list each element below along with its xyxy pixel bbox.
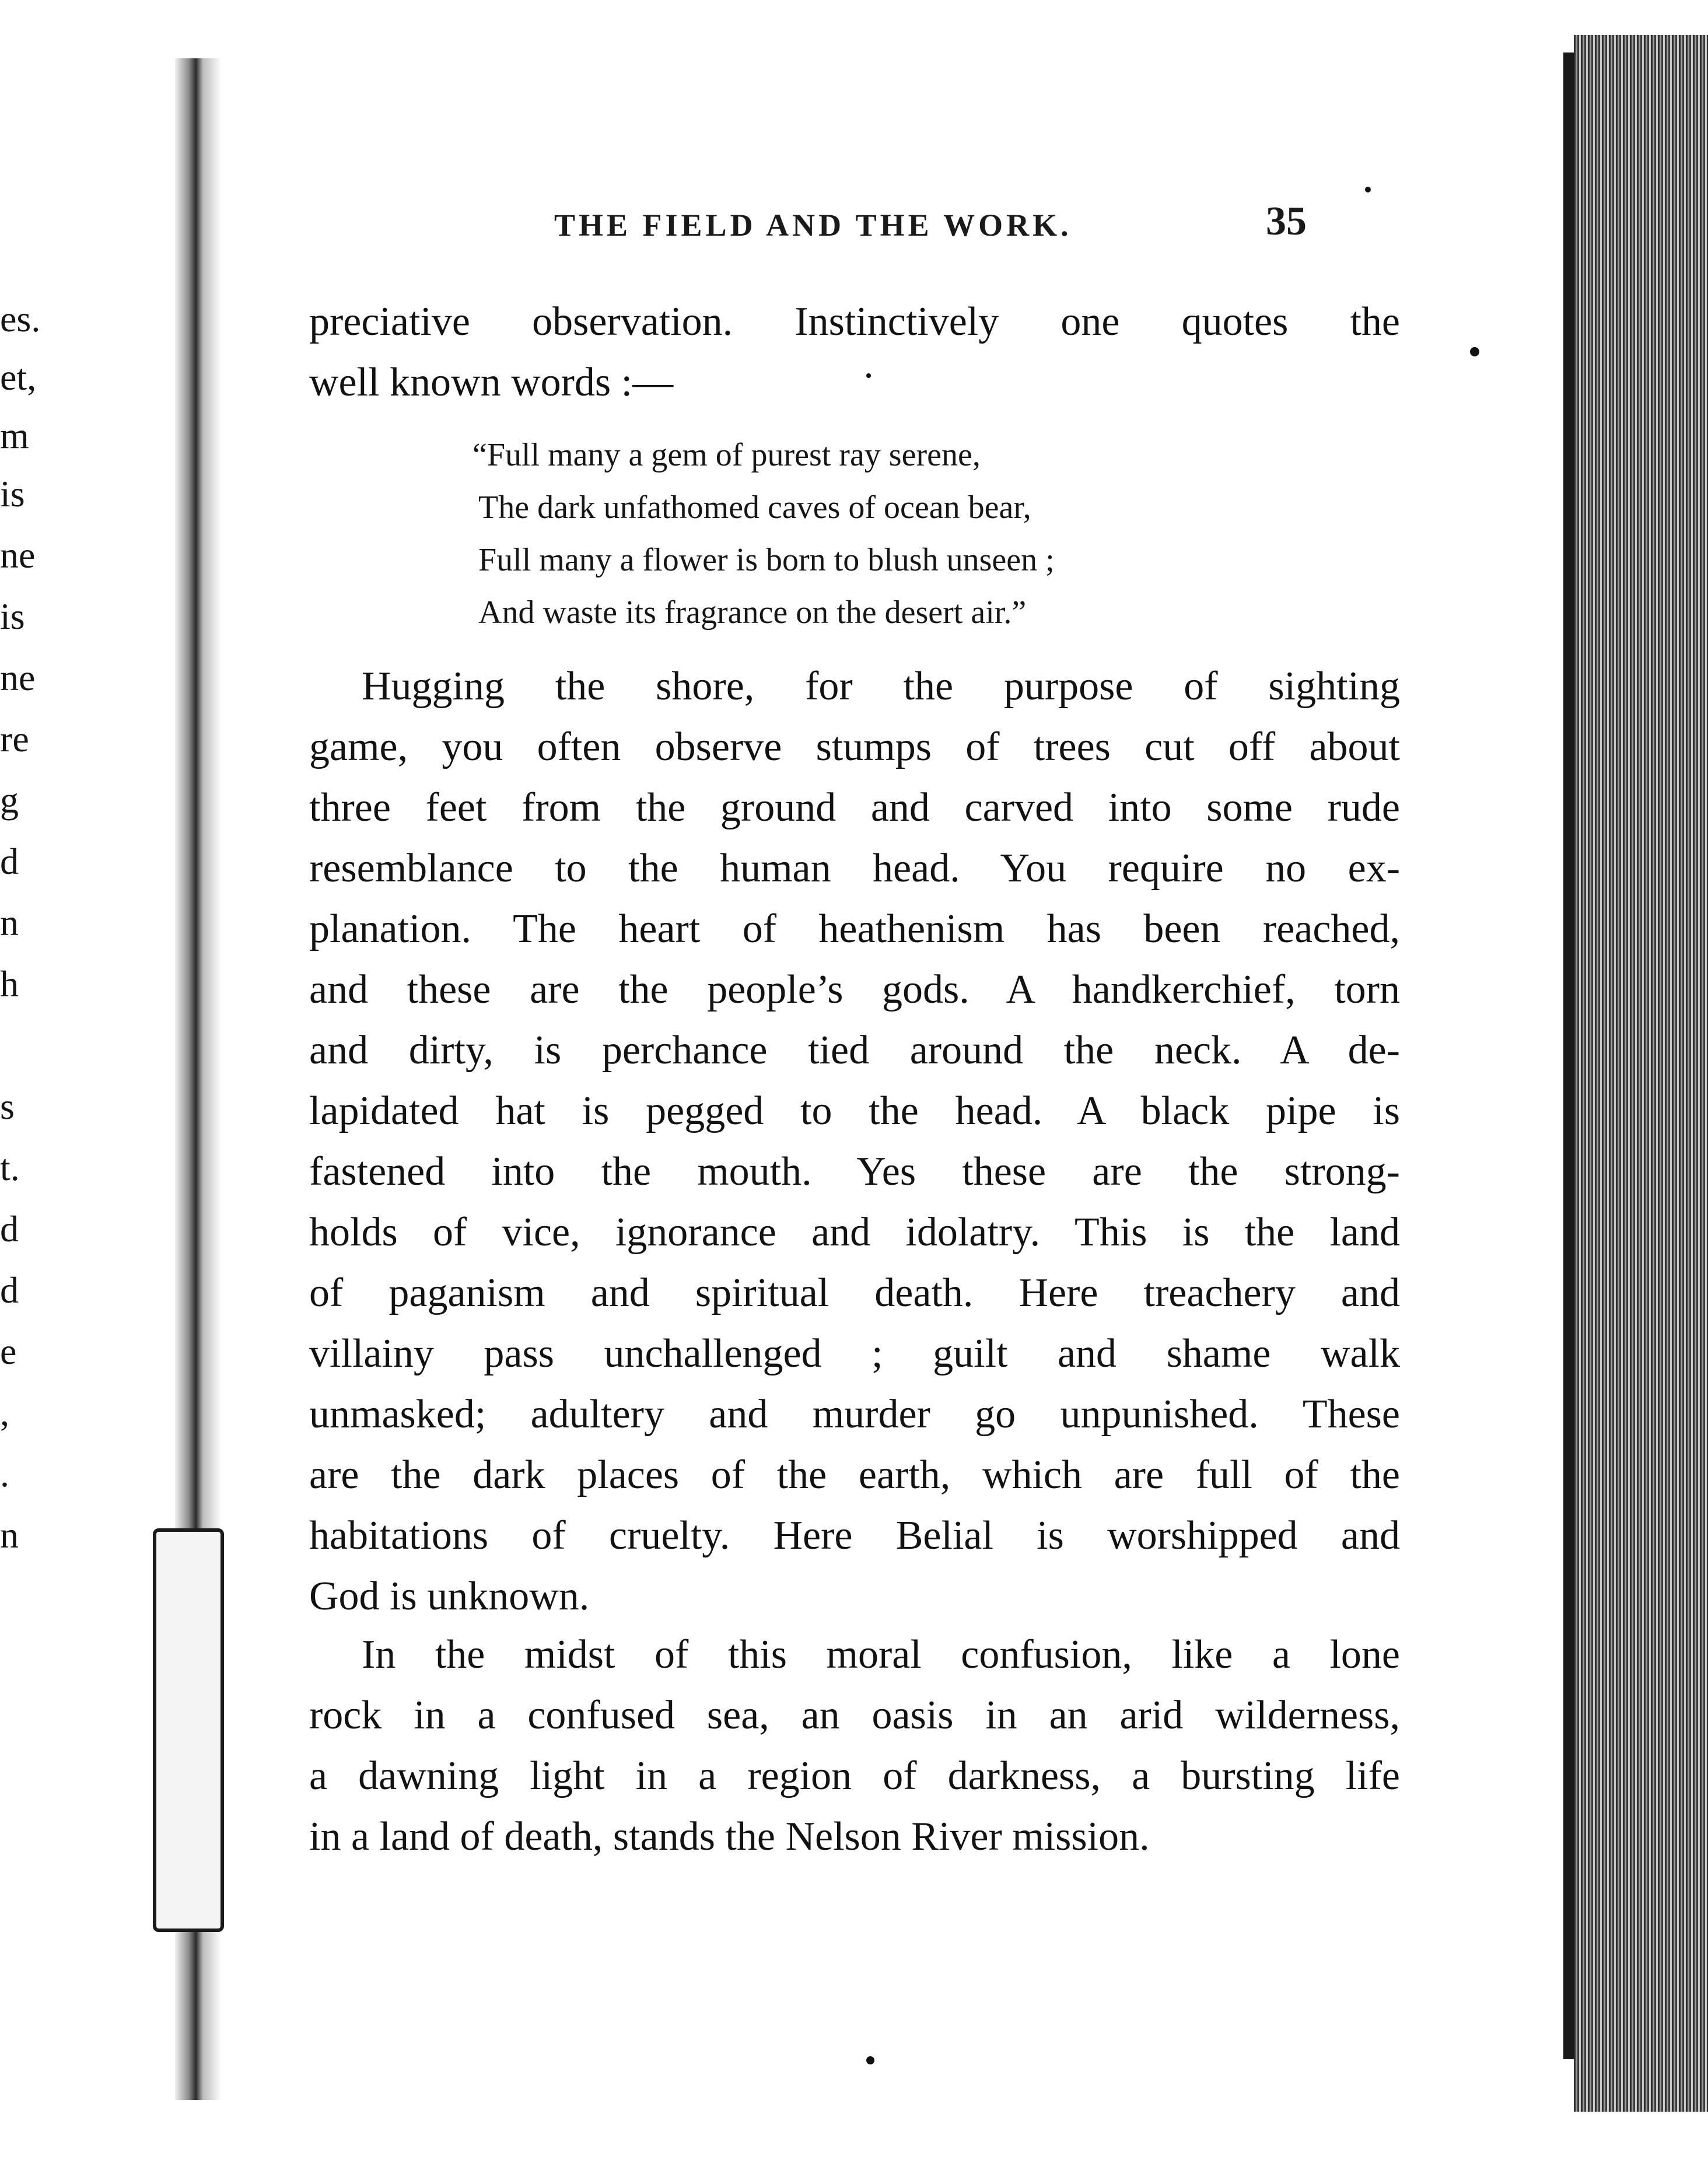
page-stack-edges (1574, 35, 1708, 2112)
text-line: God is unknown. (309, 1574, 590, 1619)
paragraph-2 (309, 1625, 1400, 1867)
book-page (222, 0, 1569, 2170)
left-page-fragment: d (0, 841, 19, 882)
verse-line: Full many a flower is born to blush unseen ; (478, 542, 1055, 578)
text-line: game, you often observe stumps of trees cut off about (309, 724, 1400, 769)
verse-line: And waste its fragrance on the desert air.” (478, 594, 1027, 631)
binding-tab (153, 1528, 224, 1932)
text-line: a dawning light in a region of darkness, a bursting life (309, 1754, 1400, 1798)
text-line: preciative observation. Instinctively one quotes the (309, 299, 1400, 344)
left-page-fragment: e (0, 1331, 17, 1372)
text-line: in a land of death, stands the Nelson River mission. (309, 1814, 1150, 1859)
text-line: and these are the people’s gods. A handkerchief, torn (309, 967, 1400, 1012)
running-head: THE FIELD AND THE WORK. (554, 208, 1072, 243)
left-page-fragment: is (0, 473, 25, 514)
verse-line: The dark unfathomed caves of ocean bear, (478, 489, 1031, 526)
verse-line: “Full many a gem of purest ray serene, (473, 437, 981, 473)
text-line: In the midst of this moral confusion, like a lone (362, 1632, 1400, 1677)
text-line: villainy pass unchallenged ; guilt and shame walk (309, 1331, 1400, 1376)
left-page-fragment: t. (0, 1147, 20, 1188)
left-page-fragment: s (0, 1086, 15, 1127)
text-line: of paganism and spiritual death. Here treachery and (309, 1270, 1400, 1315)
text-line: Hugging the shore, for the purpose of sighting (362, 664, 1400, 709)
text-line: and dirty, is perchance tied around the neck. A de- (309, 1028, 1400, 1073)
left-page-fragment: m (0, 415, 29, 456)
paragraph-1 (309, 656, 1400, 1627)
ink-speck (866, 373, 871, 378)
ink-speck (866, 2056, 874, 2064)
left-page-fragment: is (0, 596, 25, 637)
left-page-fragment: d (0, 1208, 19, 1250)
text-line: holds of vice, ignorance and idolatry. This is the land (309, 1210, 1400, 1255)
left-page-fragment: , (0, 1392, 9, 1433)
ink-speck (1365, 187, 1371, 192)
text-line: lapidated hat is pegged to the head. A black pipe is (309, 1088, 1400, 1133)
text-line: three feet from the ground and carved into some rude (309, 785, 1400, 830)
text-line: habitations of cruelty. Here Belial is worshipped and (309, 1513, 1400, 1558)
text-line: resemblance to the human head. You require no ex- (309, 846, 1400, 891)
text-line: unmasked; adultery and murder go unpunished. These (309, 1392, 1400, 1437)
intro-text (309, 292, 1400, 413)
text-line: planation. The heart of heathenism has been reached, (309, 907, 1400, 951)
left-page-fragment: n (0, 1514, 19, 1556)
left-page-fragment: g (0, 779, 19, 821)
text-line: are the dark places of the earth, which are full of the (309, 1452, 1400, 1497)
left-page-fragment: d (0, 1269, 19, 1311)
left-page-fragment: ne (0, 657, 36, 698)
left-page-fragment: re (0, 718, 29, 760)
left-page-fragment: . (0, 1453, 9, 1494)
text-line: fastened into the mouth. Yes these are the strong- (309, 1149, 1400, 1194)
page-number: 35 (1266, 199, 1307, 244)
left-page-fragment: n (0, 902, 19, 943)
text-line: rock in a confused sea, an oasis in an arid wilderness, (309, 1693, 1400, 1738)
verse-quotation (473, 429, 1055, 639)
text-line: well known words :— (309, 360, 674, 405)
left-page-fragment: es. (0, 298, 41, 340)
left-facing-page (0, 70, 175, 2100)
left-page-fragment: et, (0, 356, 37, 398)
left-page-fragment: h (0, 963, 19, 1005)
left-page-fragment: ne (0, 534, 36, 576)
ink-speck (1470, 347, 1479, 356)
